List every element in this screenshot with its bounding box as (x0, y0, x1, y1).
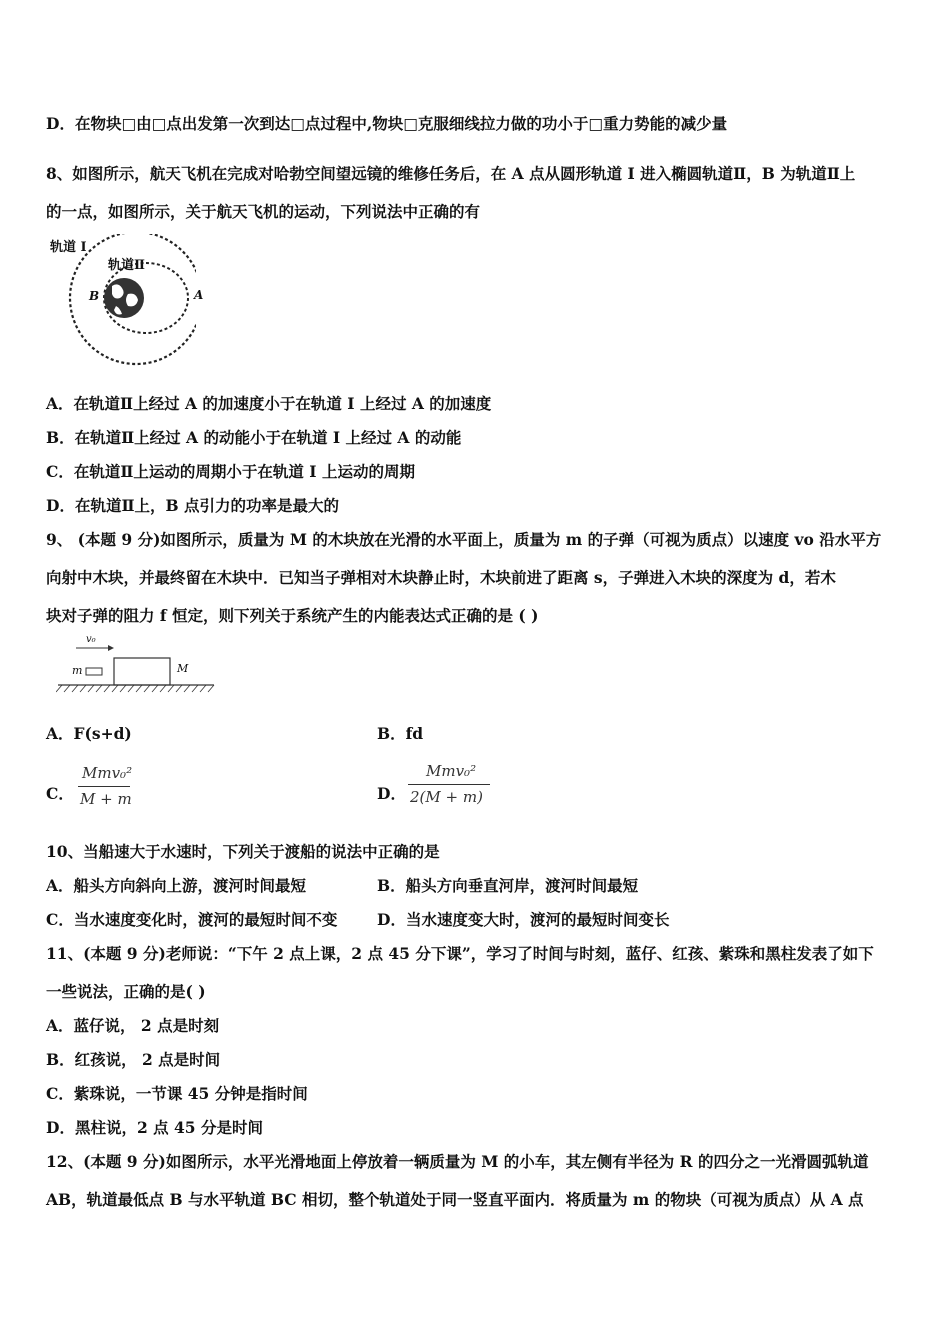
q8-stem-line2: 的一点，如图所示，关于航天飞机的运动，下列说法中正确的有 (46, 202, 481, 221)
fraction-d-numerator: Mmv₀² (426, 762, 477, 780)
q10-option-c: C．当水速度变化时，渡河的最短时间不变 (46, 910, 338, 929)
wooden-block (114, 658, 170, 685)
q8-stem-line1: 8、如图所示，航天飞机在完成对哈勃空间望远镜的维修任务后，在 A 点从圆形轨道 I 进入椭圆轨道Ⅱ，B 为轨道Ⅱ上 (46, 164, 856, 183)
q9-stem-line3: 块对子弹的阻力 f 恒定，则下列关于系统产生的内能表达式正确的是 ( ) (46, 606, 539, 625)
q8-orbit-figure (46, 234, 204, 384)
orbit-1-label: 轨道 I (50, 240, 87, 255)
q9-option-b: B．fd (377, 724, 424, 743)
q11-option-d: D．黑柱说，2 点 45 分是时间 (46, 1118, 263, 1137)
q7-option-d: D．在物块□由□点出发第一次到达□点过程中,物块□克服细线拉力做的功小于□重力势能的减少量 (46, 114, 728, 133)
fraction-c-denominator: M + m (80, 790, 132, 808)
fraction-d-denominator: 2(M + m) (410, 788, 483, 806)
q10-option-a: A．船头方向斜向上游，渡河时间最短 (46, 876, 307, 895)
q11-option-c: C．紫珠说，一节课 45 分钟是指时间 (46, 1084, 308, 1103)
q10-stem: 10、当船速大于水速时，下列关于渡船的说法中正确的是 (46, 842, 440, 861)
bullet-mass-label: m (72, 664, 83, 677)
q10-option-b: B．船头方向垂直河岸，渡河时间最短 (377, 876, 639, 895)
q11-option-a: A．蓝仔说， 2 点是时刻 (46, 1016, 220, 1035)
point-b-label: B (89, 289, 100, 303)
fraction-c-bar (78, 786, 130, 787)
v0-label: v₀ (86, 634, 96, 645)
bullet (86, 668, 102, 675)
q8-option-d: D．在轨道Ⅱ上，B 点引力的功率是最大的 (46, 496, 340, 515)
q9-option-c-label: C． (46, 784, 74, 803)
orbit-2-label: 轨道Ⅱ (108, 258, 145, 273)
fraction-d-bar (408, 784, 490, 785)
q11-option-b: B．红孩说， 2 点是时间 (46, 1050, 221, 1069)
q9-stem-line2: 向射中木块，并最终留在木块中．已知当子弹相对木块静止时，木块前进了距离 s，子弹进入木块的深度为 d，若木 (46, 568, 836, 587)
q8-option-a: A．在轨道Ⅱ上经过 A 的加速度小于在轨道 I 上经过 A 的加速度 (46, 394, 492, 413)
q12-stem-line2: AB，轨道最低点 B 与水平轨道 BC 相切，整个轨道处于同一竖直平面内．将质量为 m 的物块（可视为质点）从 A 点 (46, 1190, 864, 1209)
q11-stem-line2: 一些说法，正确的是( ) (46, 982, 206, 1001)
q10-option-d: D．当水速度变大时，渡河的最短时间变长 (377, 910, 670, 929)
q9-block-figure (56, 634, 216, 694)
q12-stem-line1: 12、(本题 9 分)如图所示，水平光滑地面上停放着一辆质量为 M 的小车，其左侧有半径为 R 的四分之一光滑圆弧轨道 (46, 1152, 869, 1171)
q9-option-d-label: D． (377, 784, 406, 803)
earth-globe (104, 278, 144, 318)
q8-option-b: B．在轨道Ⅱ上经过 A 的动能小于在轨道 I 上经过 A 的动能 (46, 428, 462, 447)
q9-stem-line1: 9、 (本题 9 分)如图所示，质量为 M 的木块放在光滑的水平面上，质量为 m 的子弹（可视为质点）以速度 vo 沿水平方 (46, 530, 882, 549)
q9-option-c-fraction (76, 762, 136, 812)
q9-option-d-fraction (406, 760, 496, 810)
velocity-arrowhead (108, 645, 114, 651)
point-a-label: A (194, 288, 204, 302)
q8-option-c: C．在轨道Ⅱ上运动的周期小于在轨道 I 上运动的周期 (46, 462, 415, 481)
q11-stem-line1: 11、(本题 9 分)老师说：“下午 2 点上课，2 点 45 分下课”，学习了时间与时刻，蓝仔、红孩、紫珠和黑柱发表了如下 (46, 944, 874, 963)
block-mass-label: M (177, 662, 189, 675)
ground-hatching (56, 685, 214, 692)
fraction-c-numerator: Mmv₀² (82, 764, 133, 782)
q9-option-a: A．F(s+d) (46, 724, 132, 743)
